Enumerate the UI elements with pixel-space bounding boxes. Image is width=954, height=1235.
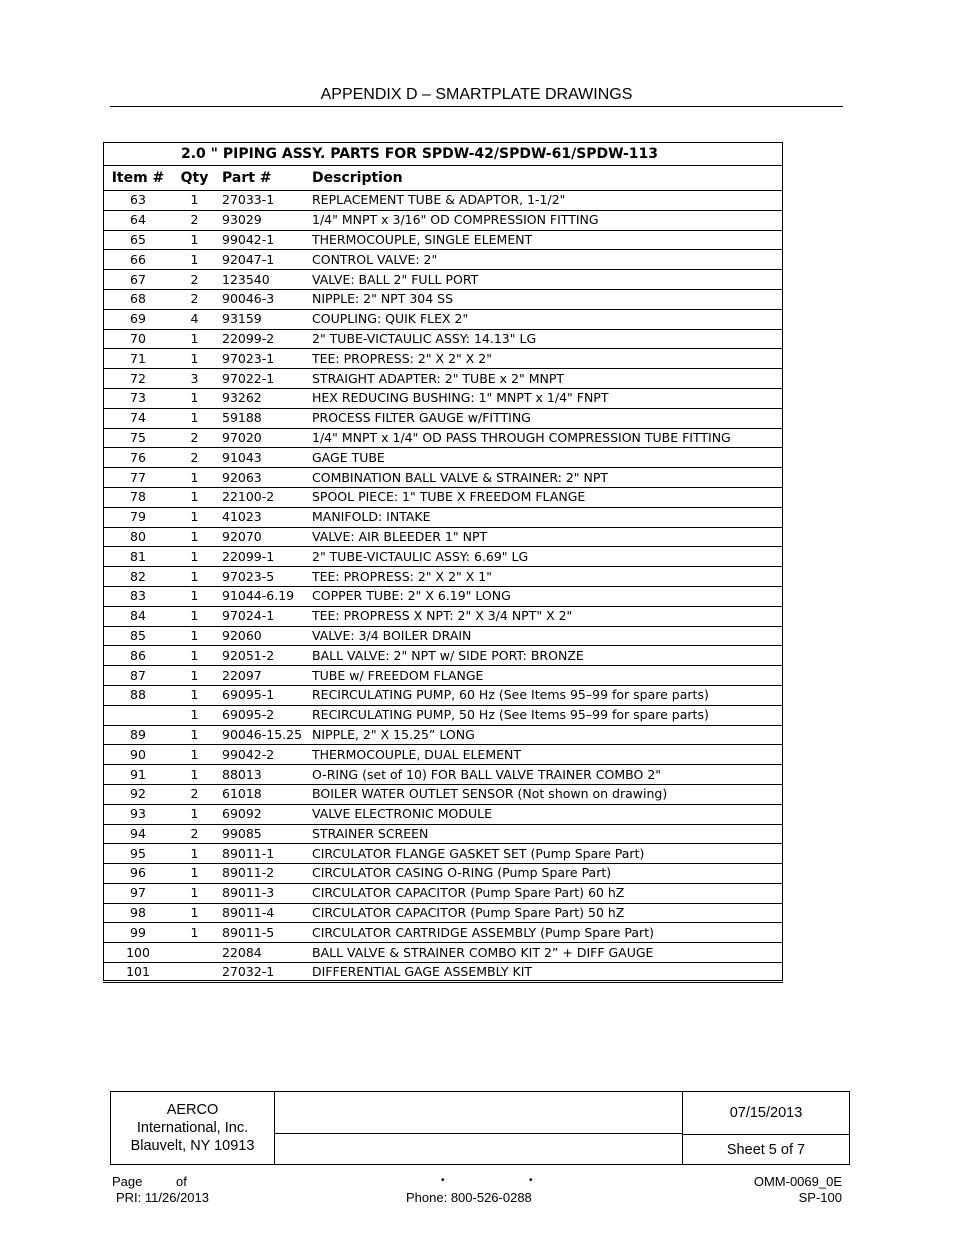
cell-qty: 1 [173, 923, 216, 943]
cell-description: RECIRCULATING PUMP, 50 Hz (See Items 95–99 for spare parts) [312, 705, 783, 725]
cell-description: MANIFOLD: INTAKE [312, 507, 783, 527]
cell-part-number: 22084 [216, 943, 312, 963]
cell-part-number: 22099-1 [216, 547, 312, 567]
cell-qty: 3 [173, 369, 216, 389]
cell-description: 1/4" MNPT x 3/16" OD COMPRESSION FITTING [312, 210, 783, 230]
cell-part-number: 92070 [216, 527, 312, 547]
footer-doc-number: OMM-0069_0E [753, 1174, 842, 1189]
table-row [103, 864, 783, 884]
cell-qty: 1 [173, 408, 216, 428]
table-row [103, 804, 783, 824]
cell-description: STRAINER SCREEN [312, 824, 783, 844]
cell-item-number: 81 [103, 547, 173, 567]
table-row [103, 349, 783, 369]
cell-item-number: 95 [103, 844, 173, 864]
cell-part-number: 93262 [216, 388, 312, 408]
cell-qty: 1 [173, 844, 216, 864]
table-row [103, 725, 783, 745]
cell-qty: 1 [173, 745, 216, 765]
cell-part-number: 90046-15.25 [216, 725, 312, 745]
cell-description: VALVE: BALL 2" FULL PORT [312, 270, 783, 290]
cell-item-number: 63 [103, 191, 173, 211]
cell-part-number: 27033-1 [216, 191, 312, 211]
title-block-middle [274, 1092, 683, 1164]
table-row [103, 210, 783, 230]
cell-item-number: 64 [103, 210, 173, 230]
table-row [103, 844, 783, 864]
cell-description: STRAIGHT ADAPTER: 2" TUBE x 2" MNPT [312, 369, 783, 389]
cell-qty: 1 [173, 705, 216, 725]
cell-item-number: 88 [103, 685, 173, 705]
table-row [103, 527, 783, 547]
footer-sheet-code: SP-100 [798, 1190, 842, 1205]
cell-qty: 1 [173, 191, 216, 211]
table-title-text: 2.0 " PIPING ASSY. PARTS FOR SPDW-42/SPDW-61/SPDW-113 [181, 145, 659, 162]
cell-description: VALVE: AIR BLEEDER 1" NPT [312, 527, 783, 547]
table-row [103, 923, 783, 943]
table-row [103, 487, 783, 507]
cell-qty: 1 [173, 646, 216, 666]
cell-item-number: 101 [103, 963, 173, 983]
cell-part-number: 97022-1 [216, 369, 312, 389]
cell-item-number: 98 [103, 903, 173, 923]
cell-description: CIRCULATOR CASING O-RING (Pump Spare Part) [312, 864, 783, 884]
cell-qty: 2 [173, 289, 216, 309]
cell-description: TUBE w/ FREEDOM FLANGE [312, 666, 783, 686]
cell-description: CIRCULATOR FLANGE GASKET SET (Pump Spare Part) [312, 844, 783, 864]
table-row [103, 943, 783, 963]
cell-description: PROCESS FILTER GAUGE w/FITTING [312, 408, 783, 428]
cell-qty: 1 [173, 487, 216, 507]
page-header-title: APPENDIX D – SMARTPLATE DRAWINGS [320, 86, 633, 103]
cell-item-number: 78 [103, 487, 173, 507]
cell-part-number: 97023-1 [216, 349, 312, 369]
cell-part-number: 59188 [216, 408, 312, 428]
cell-description: REPLACEMENT TUBE & ADAPTOR, 1-1/2" [312, 191, 783, 211]
cell-item-number: 71 [103, 349, 173, 369]
cell-part-number: 89011-1 [216, 844, 312, 864]
table-row [103, 428, 783, 448]
cell-qty: 1 [173, 349, 216, 369]
cell-qty: 2 [173, 210, 216, 230]
cell-part-number: 69095-1 [216, 685, 312, 705]
cell-description: TEE: PROPRESS X NPT: 2" X 3/4 NPT" X 2" [312, 606, 783, 626]
company-name: AERCO [166, 1102, 219, 1118]
cell-description: VALVE ELECTRONIC MODULE [312, 804, 783, 824]
cell-item-number: 83 [103, 586, 173, 606]
table-row [103, 369, 783, 389]
cell-item-number: 80 [103, 527, 173, 547]
cell-part-number: 61018 [216, 784, 312, 804]
cell-part-number: 89011-5 [216, 923, 312, 943]
table-row [103, 586, 783, 606]
cell-qty: 1 [173, 547, 216, 567]
cell-part-number: 89011-3 [216, 883, 312, 903]
cell-qty: 1 [173, 903, 216, 923]
footer-bullet-right: • [529, 1175, 533, 1186]
header-rule [110, 106, 843, 107]
company-info [111, 1092, 275, 1164]
cell-item-number: 65 [103, 230, 173, 250]
cell-part-number: 93029 [216, 210, 312, 230]
cell-item-number: 92 [103, 784, 173, 804]
cell-qty: 1 [173, 725, 216, 745]
cell-qty: 2 [173, 428, 216, 448]
cell-description: HEX REDUCING BUSHING: 1" MNPT x 1/4" FNPT [312, 388, 783, 408]
table-row [103, 606, 783, 626]
cell-description: BOILER WATER OUTLET SENSOR (Not shown on drawing) [312, 784, 783, 804]
cell-description: CIRCULATOR CAPACITOR (Pump Spare Part) 60 hZ [312, 883, 783, 903]
column-header-item: Item # [103, 166, 173, 191]
title-block-sheet: Sheet 5 of 7 [683, 1134, 849, 1165]
cell-item-number: 69 [103, 309, 173, 329]
cell-description: CIRCULATOR CARTRIDGE ASSEMBLY (Pump Spare Part) [312, 923, 783, 943]
table-row [103, 903, 783, 923]
cell-description: COPPER TUBE: 2" X 6.19" LONG [312, 586, 783, 606]
cell-qty: 4 [173, 309, 216, 329]
column-header-part: Part # [216, 166, 312, 191]
cell-part-number: 41023 [216, 507, 312, 527]
cell-description: TEE: PROPRESS: 2" X 2" X 1" [312, 567, 783, 587]
title-block-divider [274, 1133, 682, 1134]
cell-description: TEE: PROPRESS: 2" X 2" X 2" [312, 349, 783, 369]
table-row [103, 289, 783, 309]
cell-part-number: 90046-3 [216, 289, 312, 309]
cell-qty: 1 [173, 527, 216, 547]
cell-part-number: 89011-2 [216, 864, 312, 884]
cell-qty: 1 [173, 507, 216, 527]
cell-qty: 1 [173, 765, 216, 785]
cell-qty: 2 [173, 448, 216, 468]
cell-item-number: 75 [103, 428, 173, 448]
table-row [103, 745, 783, 765]
table-row [103, 507, 783, 527]
cell-part-number: 99042-1 [216, 230, 312, 250]
cell-qty: 1 [173, 250, 216, 270]
cell-part-number: 93159 [216, 309, 312, 329]
footer-pri-date: PRI: 11/26/2013 [116, 1190, 209, 1205]
cell-description: CIRCULATOR CAPACITOR (Pump Spare Part) 50 hZ [312, 903, 783, 923]
table-row [103, 963, 783, 983]
cell-qty: 2 [173, 824, 216, 844]
cell-description: SPOOL PIECE: 1" TUBE X FREEDOM FLANGE [312, 487, 783, 507]
table-row [103, 329, 783, 349]
cell-item-number: 70 [103, 329, 173, 349]
cell-part-number: 92051-2 [216, 646, 312, 666]
cell-item-number: 74 [103, 408, 173, 428]
table-row [103, 250, 783, 270]
cell-part-number: 92063 [216, 468, 312, 488]
cell-description: 1/4" MNPT x 1/4" OD PASS THROUGH COMPRESSION TUBE FITTING [312, 428, 783, 448]
title-block [110, 1091, 850, 1165]
cell-part-number: 97020 [216, 428, 312, 448]
cell-part-number: 91043 [216, 448, 312, 468]
table-row [103, 626, 783, 646]
cell-qty: 2 [173, 270, 216, 290]
cell-qty: 1 [173, 567, 216, 587]
cell-qty: 1 [173, 685, 216, 705]
cell-part-number: 69092 [216, 804, 312, 824]
cell-part-number: 27032-1 [216, 963, 312, 983]
table-row [103, 685, 783, 705]
cell-item-number: 79 [103, 507, 173, 527]
cell-description: 2" TUBE-VICTAULIC ASSY: 6.69" LG [312, 547, 783, 567]
footer-phone: Phone: 800-526-0288 [406, 1190, 532, 1205]
cell-item-number: 82 [103, 567, 173, 587]
table-title [103, 142, 783, 166]
cell-part-number: 91044-6.19 [216, 586, 312, 606]
title-block-date: 07/15/2013 [729, 1104, 803, 1121]
column-header-qty: Qty [173, 166, 216, 191]
cell-item-number: 85 [103, 626, 173, 646]
cell-qty [173, 963, 216, 983]
table-row [103, 646, 783, 666]
company-name-line2: International, Inc. [136, 1120, 249, 1136]
cell-item-number: 90 [103, 745, 173, 765]
cell-item-number: 99 [103, 923, 173, 943]
cell-qty: 1 [173, 468, 216, 488]
cell-qty: 1 [173, 864, 216, 884]
cell-part-number: 88013 [216, 765, 312, 785]
table-row [103, 765, 783, 785]
cell-qty: 1 [173, 666, 216, 686]
table-row [103, 468, 783, 488]
footer-bullet-left: • [441, 1175, 445, 1186]
cell-item-number [103, 705, 173, 725]
cell-item-number: 86 [103, 646, 173, 666]
table-row [103, 666, 783, 686]
cell-qty: 1 [173, 586, 216, 606]
cell-qty: 1 [173, 626, 216, 646]
cell-description: NIPPLE, 2" X 15.25” LONG [312, 725, 783, 745]
column-header-description: Description [312, 166, 783, 191]
cell-item-number: 96 [103, 864, 173, 884]
company-address: Blauvelt, NY 10913 [130, 1138, 255, 1154]
cell-description: GAGE TUBE [312, 448, 783, 468]
cell-item-number: 72 [103, 369, 173, 389]
cell-qty: 1 [173, 230, 216, 250]
cell-item-number: 67 [103, 270, 173, 290]
cell-item-number: 91 [103, 765, 173, 785]
cell-description: BALL VALVE: 2" NPT w/ SIDE PORT: BRONZE [312, 646, 783, 666]
table-row [103, 784, 783, 804]
cell-item-number: 66 [103, 250, 173, 270]
cell-part-number: 22097 [216, 666, 312, 686]
cell-description: VALVE: 3/4 BOILER DRAIN [312, 626, 783, 646]
cell-description: CONTROL VALVE: 2" [312, 250, 783, 270]
table-header-row [103, 166, 783, 191]
cell-part-number: 89011-4 [216, 903, 312, 923]
parts-table-body [103, 142, 783, 982]
cell-description: COMBINATION BALL VALVE & STRAINER: 2" NPT [312, 468, 783, 488]
cell-item-number: 89 [103, 725, 173, 745]
cell-part-number: 22100-2 [216, 487, 312, 507]
cell-item-number: 100 [103, 943, 173, 963]
table-row [103, 448, 783, 468]
cell-qty: 1 [173, 804, 216, 824]
cell-qty [173, 943, 216, 963]
table-title-row [103, 142, 783, 166]
cell-part-number: 99085 [216, 824, 312, 844]
cell-qty: 2 [173, 784, 216, 804]
cell-description: 2" TUBE-VICTAULIC ASSY: 14.13" LG [312, 329, 783, 349]
cell-item-number: 93 [103, 804, 173, 824]
parts-table [103, 142, 783, 983]
cell-item-number: 68 [103, 289, 173, 309]
table-row [103, 388, 783, 408]
cell-item-number: 94 [103, 824, 173, 844]
table-row [103, 270, 783, 290]
cell-part-number: 99042-2 [216, 745, 312, 765]
cell-qty: 1 [173, 606, 216, 626]
cell-description: THERMOCOUPLE, DUAL ELEMENT [312, 745, 783, 765]
cell-item-number: 76 [103, 448, 173, 468]
cell-description: DIFFERENTIAL GAGE ASSEMBLY KIT [312, 963, 783, 983]
cell-description: THERMOCOUPLE, SINGLE ELEMENT [312, 230, 783, 250]
cell-item-number: 87 [103, 666, 173, 686]
cell-item-number: 73 [103, 388, 173, 408]
cell-item-number: 84 [103, 606, 173, 626]
cell-part-number: 22099-2 [216, 329, 312, 349]
table-row [103, 705, 783, 725]
table-row [103, 883, 783, 903]
cell-description: NIPPLE: 2" NPT 304 SS [312, 289, 783, 309]
cell-part-number: 92047-1 [216, 250, 312, 270]
cell-part-number: 97023-5 [216, 567, 312, 587]
footer-of-label: of [176, 1174, 187, 1189]
table-row [103, 567, 783, 587]
cell-description: RECIRCULATING PUMP, 60 Hz (See Items 95–99 for spare parts) [312, 685, 783, 705]
table-row [103, 824, 783, 844]
cell-item-number: 97 [103, 883, 173, 903]
cell-qty: 1 [173, 883, 216, 903]
table-row [103, 191, 783, 211]
cell-item-number: 77 [103, 468, 173, 488]
cell-part-number: 92060 [216, 626, 312, 646]
cell-part-number: 97024-1 [216, 606, 312, 626]
table-row [103, 408, 783, 428]
cell-description: BALL VALVE & STRAINER COMBO KIT 2” + DIFF GAUGE [312, 943, 783, 963]
table-row [103, 309, 783, 329]
cell-description: O-RING (set of 10) FOR BALL VALVE TRAINER COMBO 2" [312, 765, 783, 785]
cell-qty: 1 [173, 329, 216, 349]
cell-part-number: 69095-2 [216, 705, 312, 725]
footer-page-label: Page [112, 1174, 143, 1189]
cell-qty: 1 [173, 388, 216, 408]
table-row [103, 547, 783, 567]
table-row [103, 230, 783, 250]
cell-description: COUPLING: QUIK FLEX 2" [312, 309, 783, 329]
cell-part-number: 123540 [216, 270, 312, 290]
